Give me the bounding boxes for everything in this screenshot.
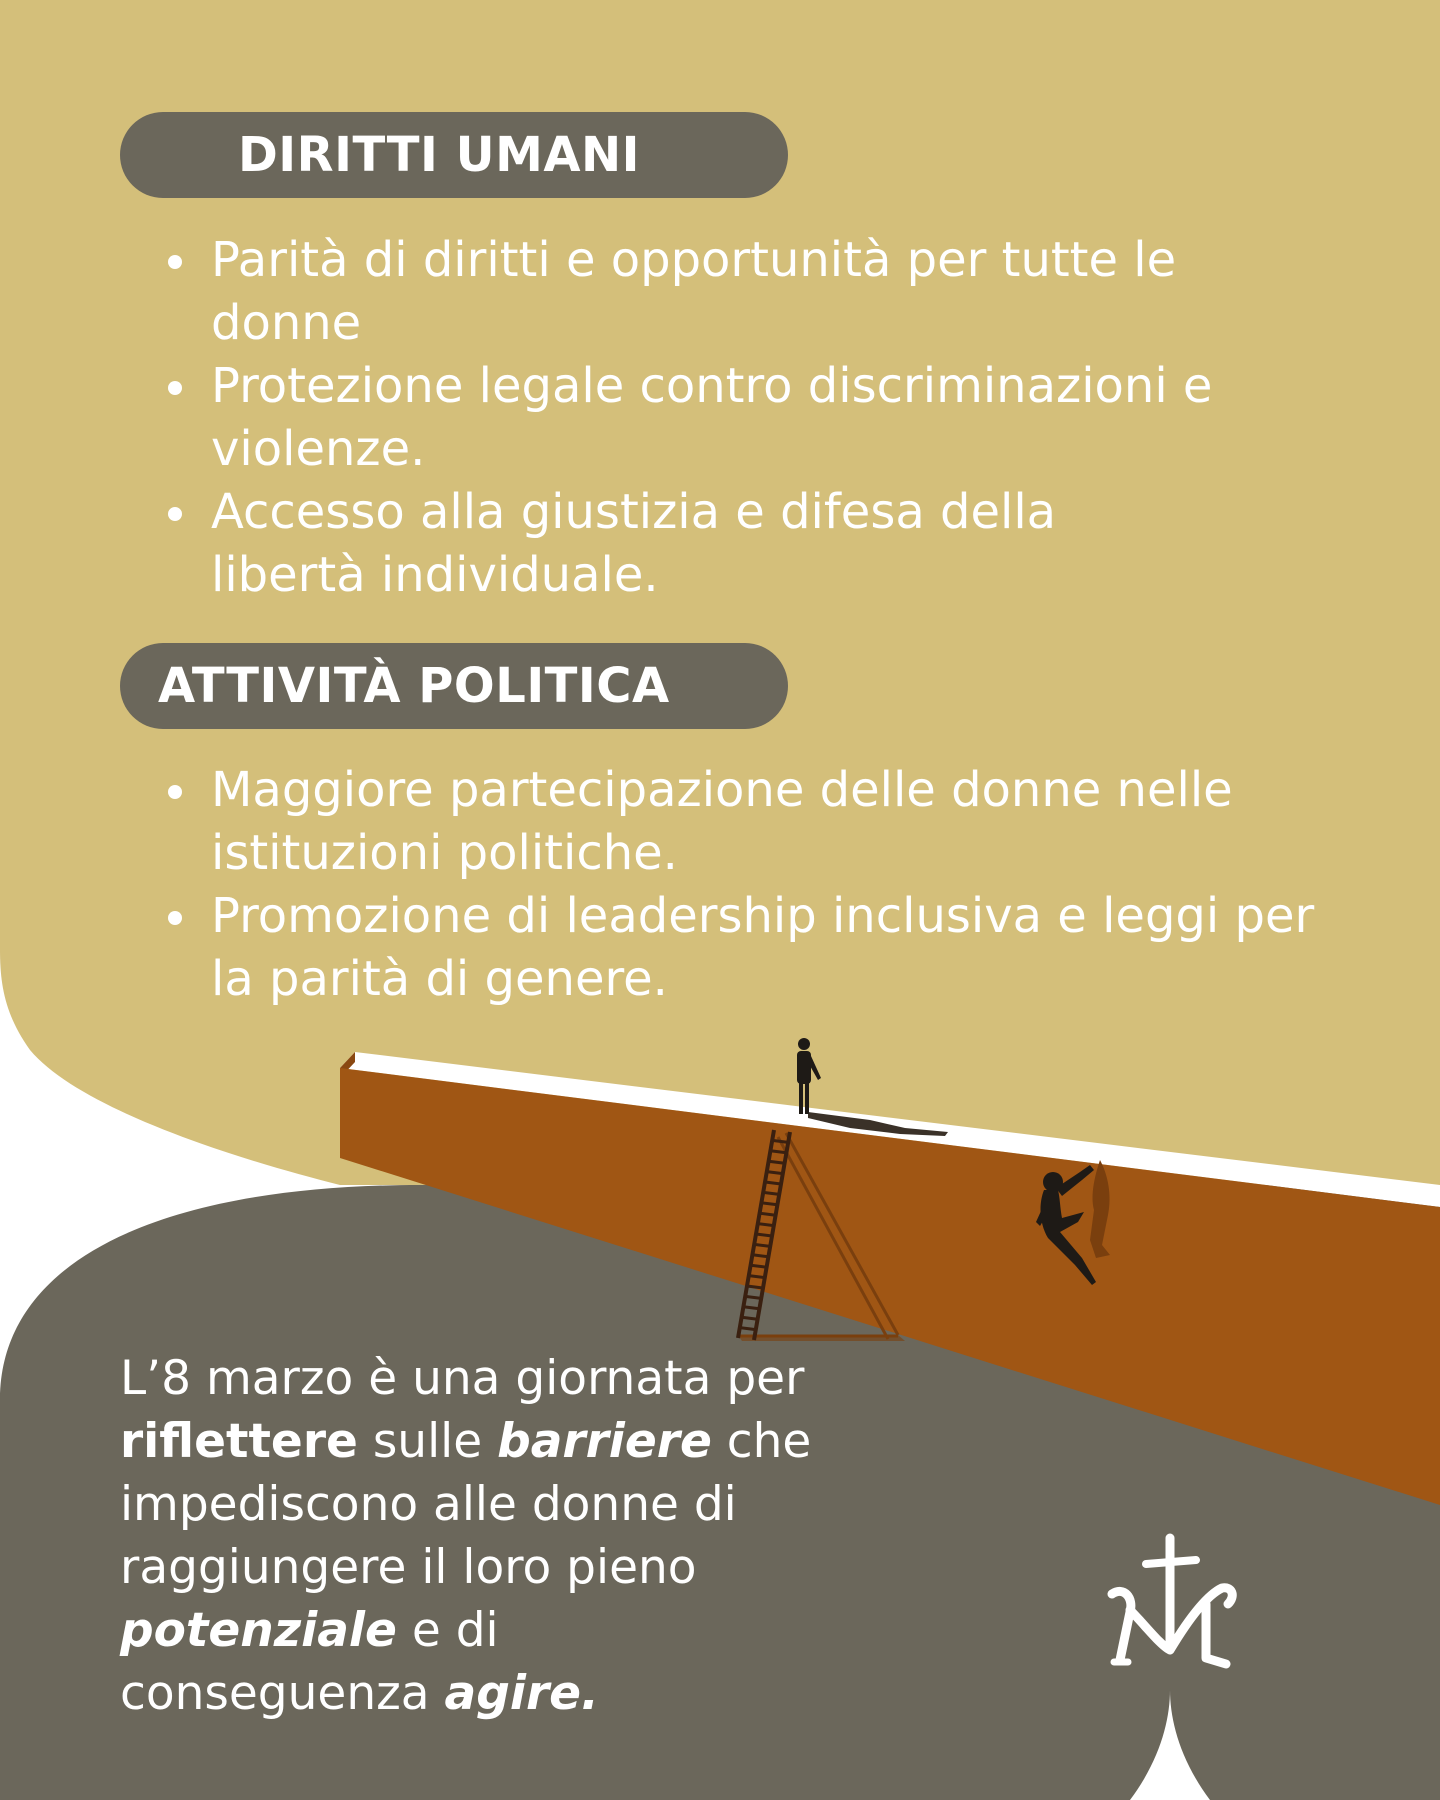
closing-text: e di conseguenza (120, 1603, 499, 1721)
closing-text: L’8 marzo è una giornata per (120, 1351, 805, 1406)
ladder-rung (767, 1172, 783, 1174)
list-item: Promozione di leadership inclusiva e leggi per la parità di genere. (166, 885, 1346, 1011)
ladder-rung (772, 1140, 788, 1142)
ladder-rung (760, 1213, 776, 1215)
ladder-rung (742, 1317, 758, 1319)
section-title-attivita-politica: ATTIVITÀ POLITICA (120, 643, 788, 729)
closing-bold-italic-potenziale: potenziale (120, 1603, 397, 1658)
closing-text: che impediscono alle donne di raggiungere il loro pieno (120, 1414, 812, 1595)
list-item: Protezione legale contro discriminazioni e violenze. (166, 355, 1216, 481)
diritti-umani-list (166, 229, 1216, 607)
attivita-politica-list (166, 759, 1346, 1011)
closing-bold-italic-agire: agire. (444, 1666, 599, 1721)
ladder-rung (749, 1276, 765, 1278)
ladder-rung (752, 1255, 768, 1257)
ladder-rung (770, 1151, 786, 1153)
ladder-rung (740, 1328, 756, 1330)
closing-paragraph (120, 1347, 820, 1725)
ladder-rung (754, 1244, 770, 1246)
list-item: Accesso alla giustizia e difesa della libertà individuale. (166, 481, 1216, 607)
ladder-rung (751, 1265, 767, 1267)
ladder-rung (758, 1224, 774, 1226)
closing-bold-italic-barriere: barriere (497, 1414, 712, 1469)
ladder-rung (761, 1203, 777, 1205)
closing-bold-riflettere: riflettere (120, 1414, 358, 1469)
ladder-rung (756, 1234, 772, 1236)
list-item: Maggiore partecipazione delle donne nelle istituzioni politiche. (166, 759, 1346, 885)
ladder-rung (763, 1192, 779, 1194)
ladder-rung (747, 1286, 763, 1288)
section-title-diritti-umani: DIRITTI UMANI (120, 112, 788, 198)
closing-text: sulle (357, 1414, 498, 1469)
ladder-rung (743, 1307, 759, 1309)
ladder-rung (765, 1182, 781, 1184)
ladder-rung (769, 1161, 785, 1163)
ladder-rung (745, 1296, 761, 1298)
list-item: Parità di diritti e opportunità per tutte le donne (166, 229, 1216, 355)
